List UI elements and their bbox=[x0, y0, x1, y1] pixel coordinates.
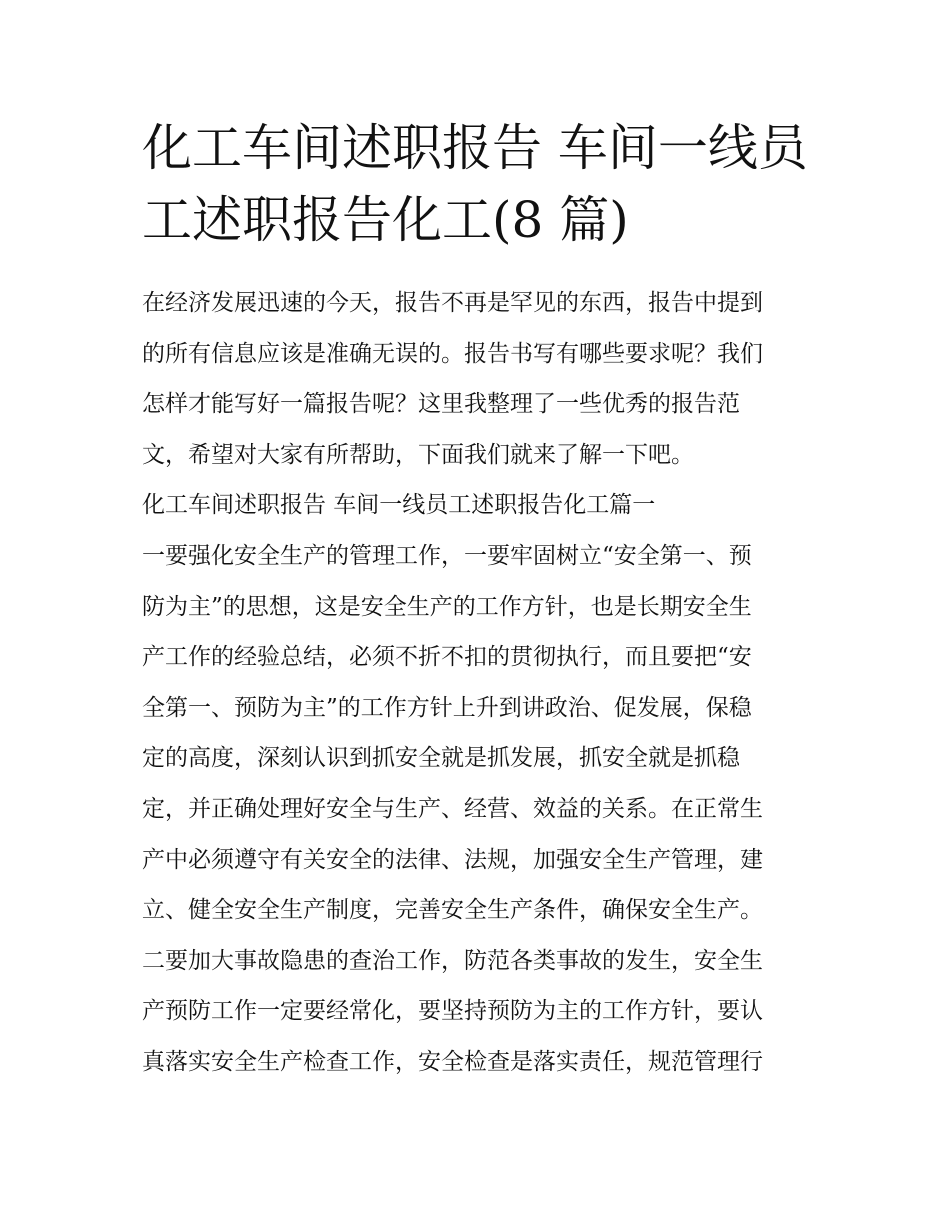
paragraph-line: 定的高度，深刻认识到抓安全就是抓发展，抓安全就是抓稳 bbox=[142, 745, 740, 772]
paragraph-line: 产中必须遵守有关安全的法律、法规，加强安全生产管理，建 bbox=[142, 846, 763, 873]
paragraph-line: 防为主”的思想，这是安全生产的工作方针，也是长期安全生 bbox=[142, 593, 752, 620]
intro-line: 在经济发展迅速的今天，报告不再是罕见的东西，报告中提到 bbox=[142, 290, 763, 316]
intro-line: 怎样才能写好一篇报告呢？这里我整理了一些优秀的报告范 bbox=[142, 391, 740, 418]
section-heading: 化工车间述职报告 车间一线员工述职报告化工篇一 bbox=[142, 492, 656, 519]
paragraph-line: 真落实安全生产检查工作，安全检查是落实责任，规范管理行 bbox=[142, 1048, 763, 1075]
document-body bbox=[142, 278, 822, 1088]
paragraph-line: 一要强化安全生产的管理工作，一要牢固树立“安全第一、预 bbox=[142, 542, 752, 569]
title-line: 工述职报告化工(8 篇) bbox=[142, 191, 629, 249]
paragraph-line: 定，并正确处理好安全与生产、经营、效益的关系。在正常生 bbox=[142, 795, 763, 822]
paragraph-line: 立、健全安全生产制度，完善安全生产条件，确保安全生产。 bbox=[142, 897, 763, 924]
paragraph-line: 全第一、预防为主”的工作方针上升到讲政治、促发展，保稳 bbox=[142, 694, 752, 721]
paragraph-line: 二要加大事故隐患的查治工作，防范各类事故的发生，安全生 bbox=[142, 947, 763, 974]
intro-line: 文，希望对大家有所帮助，下面我们就来了解一下吧。 bbox=[142, 441, 694, 468]
document-title bbox=[142, 112, 822, 256]
intro-line: 的所有信息应该是准确无误的。报告书写有哪些要求呢？我们 bbox=[142, 340, 763, 367]
title-line: 化工车间述职报告 车间一线员 bbox=[142, 119, 808, 177]
paragraph-line: 产工作的经验总结，必须不折不扣的贯彻执行，而且要把“安 bbox=[142, 644, 752, 671]
paragraph-line: 产预防工作一定要经常化，要坚持预防为主的工作方针，要认 bbox=[142, 998, 763, 1025]
